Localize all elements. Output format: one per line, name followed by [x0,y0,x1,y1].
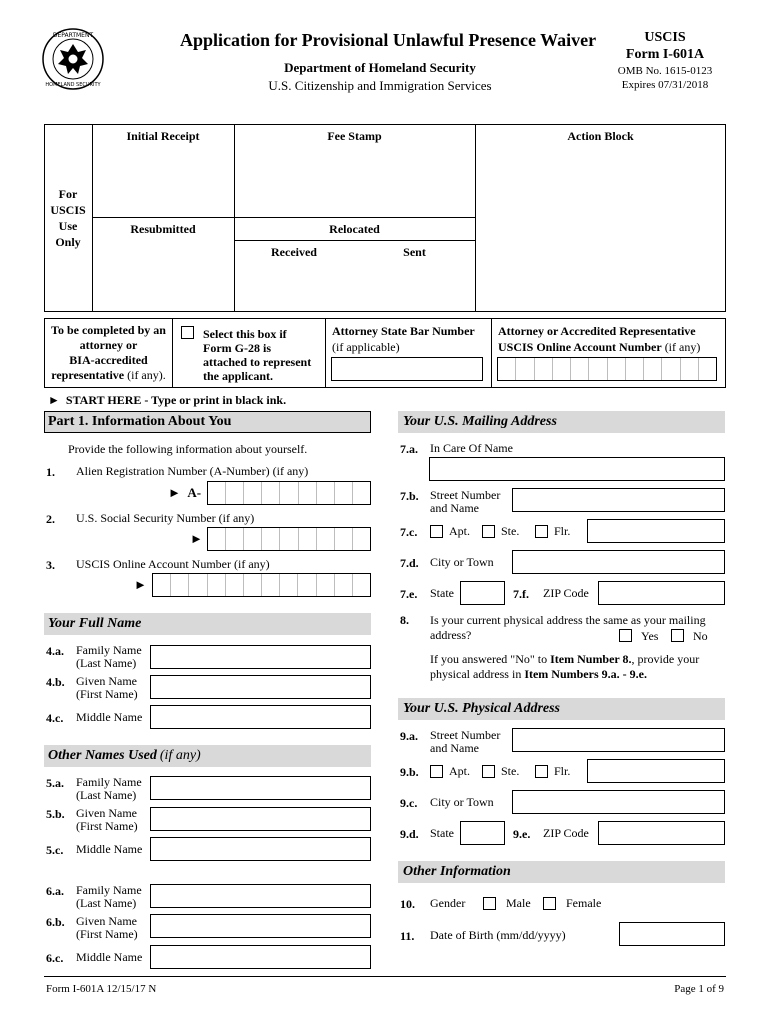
arrow-right-icon: ► [134,577,147,592]
footer-rule [44,976,726,977]
form-title: Application for Provisional Unlawful Presence Waiver [180,30,597,50]
physical-unit-input[interactable] [587,759,725,783]
mailing-flr-checkbox[interactable] [535,525,548,538]
other-info-title: Other Information [403,864,511,879]
attorney-account-input[interactable] [497,357,717,381]
sent-label: Sent [403,245,426,259]
agency: U.S. Citizenship and Immigration Services [268,78,492,93]
seal-top-text: DEPARTMENT [52,32,94,39]
f5c-label: Middle Name [76,842,143,856]
a-number-input[interactable] [207,481,371,505]
ssn-input[interactable] [207,527,371,551]
f7c-number: 7.c. [400,525,418,539]
bar-number-input[interactable] [331,357,483,381]
mailing-title: Your U.S. Mailing Address [403,414,557,429]
other2-middle-name-input[interactable] [150,945,371,969]
f7f-label: ZIP Code [543,586,589,600]
q3-number: 3. [46,558,55,572]
q11-number: 11. [400,929,415,943]
dhs-seal [42,28,104,90]
gender-male-label: Male [506,896,531,910]
uscis-label: USCIS [644,30,686,45]
full-name-title: Your Full Name [48,616,142,631]
f9d-label: State [430,826,454,840]
f5b-label: Given Name (First Name) [76,806,138,833]
uscis-use-block [44,124,726,312]
mailing-city-input[interactable] [512,550,725,574]
mailing-flr-label: Flr. [554,524,571,538]
q8-label: Is your current physical address the same as your mailing address? [430,613,706,642]
f6c-label: Middle Name [76,950,143,964]
uscis-side-label: For USCIS Use Only [50,187,86,249]
given-name-input[interactable] [150,675,371,699]
expiration-date: Expires 07/31/2018 [621,79,709,91]
relocated-label: Relocated [329,222,380,236]
other-family-name-input[interactable] [150,776,371,800]
q1-number: 1. [46,465,55,479]
f4b-label: Given Name (First Name) [76,674,138,701]
attorney-account-sub: USCIS Online Account Number (if any) [498,340,701,354]
f4c-label: Middle Name [76,710,143,724]
f7d-number: 7.d. [400,556,419,570]
part1-title: Part 1. Information About You [48,414,232,429]
mailing-apt-label: Apt. [449,524,470,538]
mailing-zip-input[interactable] [598,581,725,605]
department: Department of Homeland Security [284,60,476,75]
arrow-right-icon: ► [48,393,60,407]
f6a-label: Family Name (Last Name) [76,883,142,910]
seal-icon [42,28,104,90]
fee-stamp-label: Fee Stamp [327,129,382,143]
f6b-label: Given Name (First Name) [76,914,138,941]
f4b-number: 4.b. [46,675,65,689]
other2-given-name-input[interactable] [150,914,371,938]
f9c-number: 9.c. [400,796,418,810]
q1-label: Alien Registration Number (A-Number) (if any) [76,464,309,478]
f9b-number: 9.b. [400,765,419,779]
form-id: Form I-601A [625,47,705,62]
initial-receipt-label: Initial Receipt [126,129,200,143]
part1-intro: Provide the following information about yourself. [68,442,308,456]
f9e-number: 9.e. [513,827,531,841]
f9c-label: City or Town [430,795,494,809]
physical-flr-label: Flr. [554,764,571,778]
physical-zip-input[interactable] [598,821,725,845]
omb-number: OMB No. 1615-0123 [617,65,713,77]
arrow-right-icon: ► [190,531,203,546]
q10-label: Gender [430,896,466,910]
other2-family-name-input[interactable] [150,884,371,908]
middle-name-input[interactable] [150,705,371,729]
physical-ste-label: Ste. [501,764,520,778]
f6b-number: 6.b. [46,915,65,929]
physical-city-input[interactable] [512,790,725,814]
other-middle-name-input[interactable] [150,837,371,861]
f5a-label: Family Name (Last Name) [76,775,142,802]
q8-number: 8. [400,613,409,627]
q8-note: If you answered "No" to Item Number 8., provide your physical address in Item Numbers 9.a. - 9.e. [430,652,700,681]
other-names-title: Other Names Used (if any) [48,748,201,763]
mailing-apt-checkbox[interactable] [430,525,443,538]
bar-number-label: Attorney State Bar Number [332,324,475,338]
date-of-birth-input[interactable] [619,922,725,946]
received-label: Received [271,245,317,259]
f4c-number: 4.c. [46,711,64,725]
gender-female-label: Female [566,896,602,910]
q2-label: U.S. Social Security Number (if any) [76,511,255,525]
f7f-number: 7.f. [513,587,529,601]
f7e-label: State [430,586,454,600]
physical-title: Your U.S. Physical Address [403,701,561,716]
f7e-number: 7.e. [400,587,418,601]
attorney-account-label: Attorney or Accredited Representative [498,324,696,338]
f9d-number: 9.d. [400,827,419,841]
q10-number: 10. [400,897,415,911]
gender-female-checkbox[interactable] [543,897,556,910]
physical-street-input[interactable] [512,728,725,752]
f9a-number: 9.a. [400,729,418,743]
q8-no-checkbox[interactable] [671,629,684,642]
mailing-ste-checkbox[interactable] [482,525,495,538]
q11-label: Date of Birth (mm/dd/yyyy) [430,928,566,942]
physical-apt-label: Apt. [449,764,470,778]
action-block-label: Action Block [567,129,634,143]
a-number-prefix: ► A- [168,485,202,500]
g28-checkbox[interactable] [181,326,194,339]
f7a-number: 7.a. [400,442,418,456]
mailing-street-input[interactable] [512,488,725,512]
g28-instructions: Select this box if Form G-28 is attached to represent the applicant. [203,327,312,383]
f5c-number: 5.c. [46,843,64,857]
bar-number-sub: (if applicable) [332,340,400,354]
seal-bottom-text: HOMELAND SECURITY [45,82,101,88]
f7a-label: In Care Of Name [430,441,513,455]
physical-apt-checkbox[interactable] [430,765,443,778]
mailing-unit-input[interactable] [587,519,725,543]
mailing-state-input[interactable] [460,581,505,605]
f9e-label: ZIP Code [543,826,589,840]
f4a-number: 4.a. [46,644,64,658]
f7d-label: City or Town [430,555,494,569]
gender-male-checkbox[interactable] [483,897,496,910]
arrow-right-icon: ► [168,485,181,500]
other-given-name-input[interactable] [150,807,371,831]
family-name-input[interactable] [150,645,371,669]
f5b-number: 5.b. [46,807,65,821]
physical-state-input[interactable] [460,821,505,845]
resubmitted-label: Resubmitted [130,222,196,236]
f5a-number: 5.a. [46,776,64,790]
f6c-number: 6.c. [46,951,64,965]
footer-form-id: Form I-601A 12/15/17 N [46,983,157,995]
f9a-label: Street Number and Name [430,728,501,755]
in-care-of-input[interactable] [429,457,725,481]
q3-label: USCIS Online Account Number (if any) [76,557,270,571]
f6a-number: 6.a. [46,884,64,898]
physical-flr-checkbox[interactable] [535,765,548,778]
mailing-ste-label: Ste. [501,524,520,538]
q8-yes-label: Yes [641,629,659,643]
f7b-label: Street Number and Name [430,488,501,515]
start-here: ► START HERE - Type or print in black ink. [48,393,287,407]
q8-yes-checkbox[interactable] [619,629,632,642]
q8-no-label: No [693,629,708,643]
f7b-number: 7.b. [400,489,419,503]
f4a-label: Family Name (Last Name) [76,643,142,670]
footer-page-number: Page 1 of 9 [674,983,724,995]
q2-number: 2. [46,512,55,526]
physical-ste-checkbox[interactable] [482,765,495,778]
attorney-completed-by: To be completed by an attorney or BIA-accredited representative (if any). [51,323,166,382]
uscis-account-input[interactable] [152,573,371,597]
